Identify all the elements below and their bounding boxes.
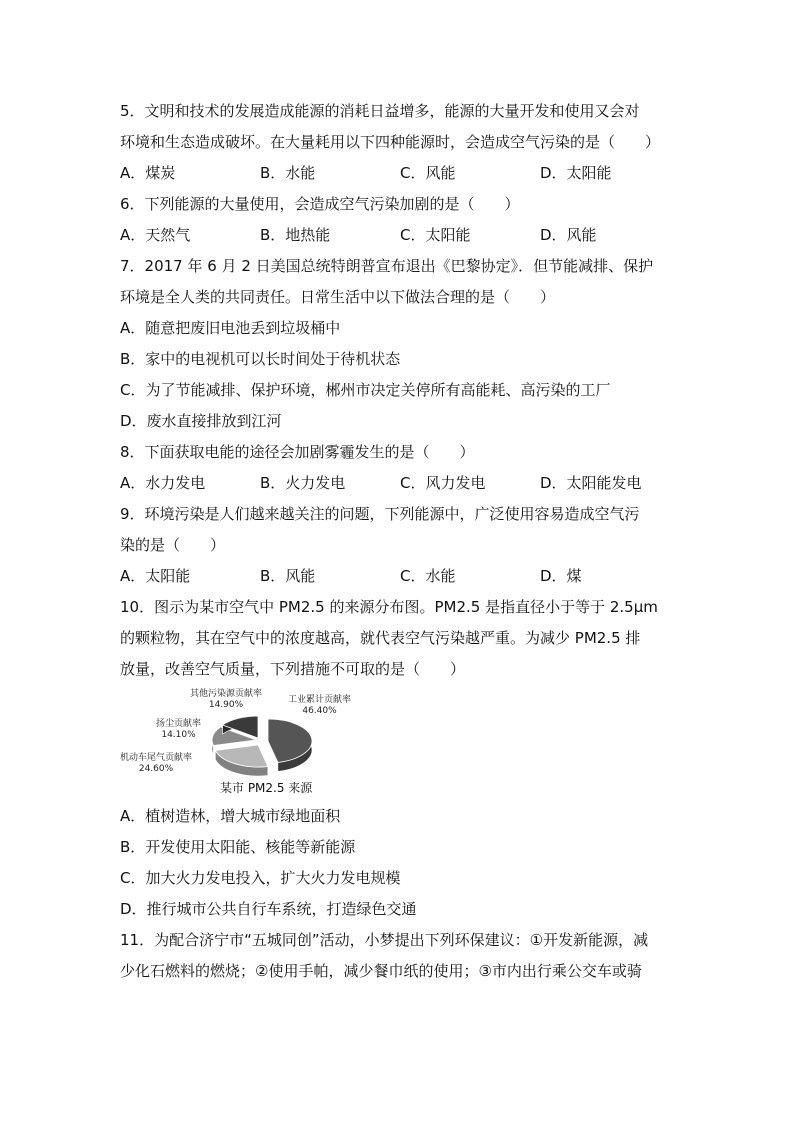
q5-option-d: D．太阳能 <box>540 164 612 182</box>
pie-label-other-name: 其他污染源贡献率 <box>190 689 263 699</box>
q5-option-b: B．水能 <box>260 164 316 182</box>
q5-options <box>120 158 680 189</box>
pie-label-vehicle-name: 机动车尾气贡献率 <box>120 753 193 763</box>
q9-option-d: D．煤 <box>540 567 582 585</box>
q10-option-d: D．推行城市公共自行车系统，打造绿色交通 <box>120 900 417 918</box>
q8-options <box>120 468 680 499</box>
worksheet-page <box>120 96 680 987</box>
q7-line-1: 7．2017 年 6 月 2 日美国总统特朗普宣布退出《巴黎协定》．但节能减排、保护 <box>120 257 654 275</box>
pie-label-dust-value: 14.10% <box>161 730 196 740</box>
pie-label-vehicle <box>120 753 192 775</box>
q5-line-1: 5．文明和技术的发展造成能源的消耗日益增多，能源的大量开发和使用又会对 <box>120 102 640 120</box>
q9-line-2: 染的是（ ） <box>120 536 226 554</box>
q6-option-d: D．风能 <box>540 226 597 244</box>
q7-option-d: D．废水直接排放到江河 <box>120 412 282 430</box>
q10-line-2: 的颗粒物，其在空气中的浓度越高，就代表空气污染越严重。为减少 PM2.5 排 <box>120 629 641 647</box>
pm25-pie-figure <box>120 689 360 801</box>
q10-option-c: C．加大火力发电投入，扩大火力发电规模 <box>120 869 401 887</box>
pie-label-other-value: 14.90% <box>208 700 244 710</box>
q8-option-b: B．火力发电 <box>260 474 346 492</box>
q5-line-2: 环境和生态造成破坏。在大量耗用以下四种能源时，会造成空气污染的是（ ） <box>120 133 661 151</box>
q8-option-a: A．水力发电 <box>120 474 206 492</box>
q8-option-c: C．风力发电 <box>400 474 486 492</box>
q9-line-1: 9．环境污染是人们越来越关注的问题，下列能源中，广泛使用容易造成空气污 <box>120 505 640 523</box>
q6-options <box>120 220 680 251</box>
q8-line-1: 8．下面获取电能的途径会加剧雾霾发生的是（ ） <box>120 443 475 461</box>
q7-option-b: B．家中的电视机可以长时间处于待机状态 <box>120 350 401 368</box>
pie-label-industry <box>288 695 351 717</box>
pie-label-vehicle-value: 24.60% <box>138 764 174 774</box>
q6-option-b: B．地热能 <box>260 226 331 244</box>
q9-options <box>120 561 680 592</box>
q9-option-c: C．水能 <box>400 567 456 585</box>
pie-label-dust <box>156 719 201 741</box>
q6-line-1: 6．下列能源的大量使用，会造成空气污染加剧的是（ ） <box>120 195 520 213</box>
pie-label-industry-value: 46.40% <box>302 706 337 716</box>
q11-line-2: 少化石燃料的燃烧；②使用手帕，减少餐巾纸的使用；③市内出行乘公交车或骑 <box>120 962 642 980</box>
q7-option-a: A．随意把废旧电池丢到垃圾桶中 <box>120 319 341 337</box>
q5-option-a: A．煤炭 <box>120 164 176 182</box>
q9-option-b: B．风能 <box>260 567 316 585</box>
q10-line-1: 10．图示为某市空气中 PM2.5 的来源分布图。PM2.5 是指直径小于等于 2.5μm <box>120 598 658 616</box>
q10-option-a: A．植树造林，增大城市绿地面积 <box>120 807 341 825</box>
q8-option-d: D．太阳能发电 <box>540 474 642 492</box>
q10-option-b: B．开发使用太阳能、核能等新能源 <box>120 838 356 856</box>
pie-label-dust-name: 扬尘贡献率 <box>156 719 202 729</box>
q11-line-1: 11．为配合济宁市“五城同创”活动，小梦提出下列环保建议：①开发新能源，减 <box>120 931 649 949</box>
q10-line-3: 放量，改善空气质量，下列措施不可取的是（ ） <box>120 660 466 678</box>
q6-option-a: A．天然气 <box>120 226 191 244</box>
q7-line-2: 环境是全人类的共同责任。日常生活中以下做法合理的是（ ） <box>120 288 556 306</box>
q6-option-c: C．太阳能 <box>400 226 471 244</box>
q5-option-c: C．风能 <box>400 164 456 182</box>
pie-label-other <box>190 689 262 711</box>
q9-option-a: A．太阳能 <box>120 567 191 585</box>
q7-option-c: C．为了节能减排、保护环境，郴州市决定关停所有高能耗、高污染的工厂 <box>120 381 611 399</box>
pie-label-industry-name: 工业累计贡献率 <box>288 695 352 705</box>
chart-caption: 某市 PM2.5 来源 <box>220 781 313 795</box>
